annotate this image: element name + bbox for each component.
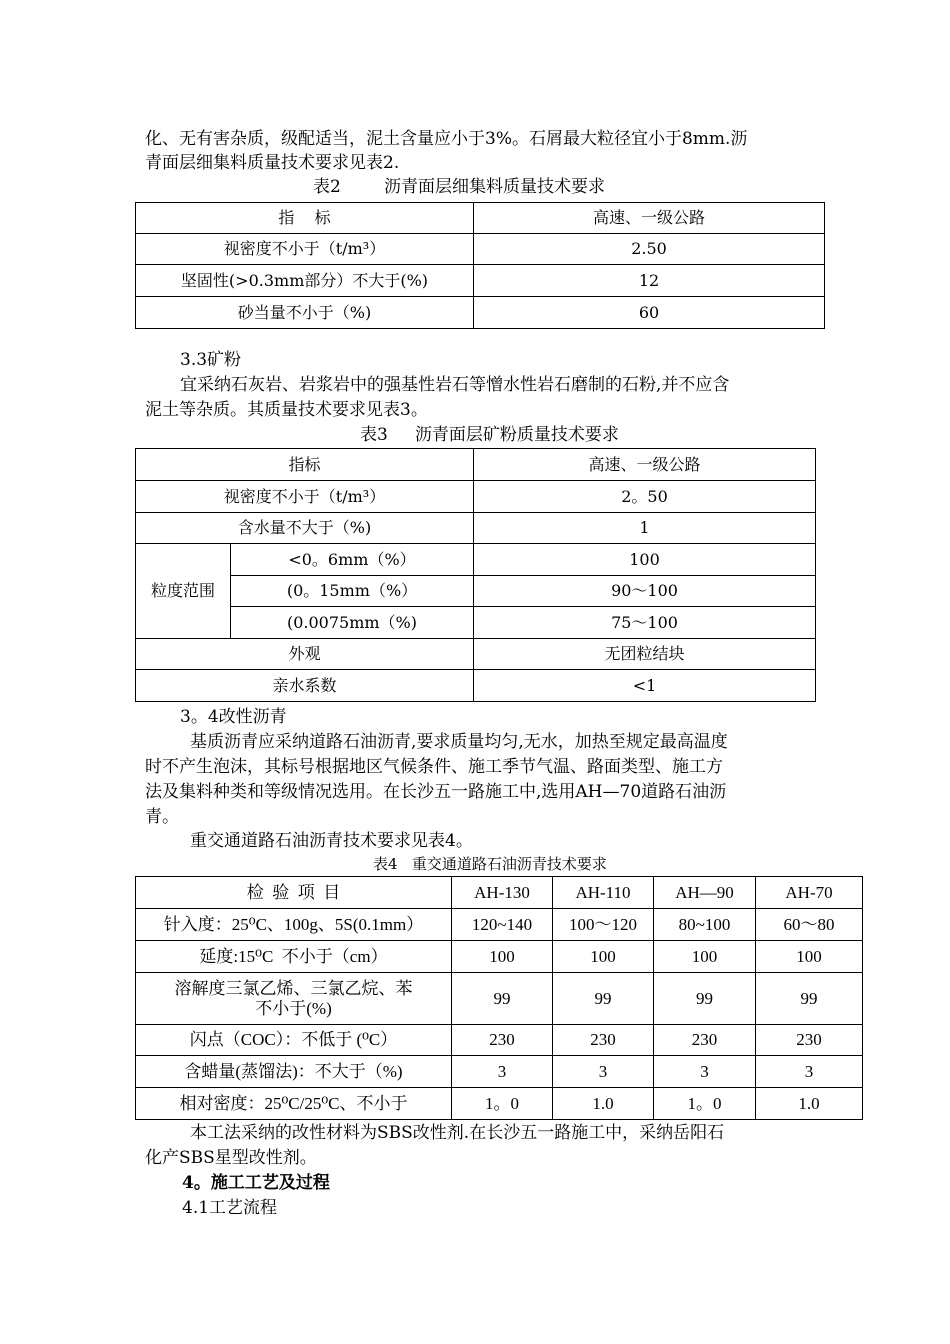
table2-cell: 视密度不小于（t/m³） bbox=[136, 234, 474, 265]
table3-cell: 外观 bbox=[136, 639, 474, 670]
section34-line-4: 青。 bbox=[145, 807, 179, 827]
table4-row3-line-1: 溶解度三氯乙烯、三氯乙烷、苯 bbox=[174, 978, 413, 998]
section33-line-2: 泥土等杂质。其质量技术要求见表3。 bbox=[145, 400, 428, 420]
table4 bbox=[135, 876, 863, 1120]
table-row bbox=[136, 234, 825, 265]
table4-cell: 100 bbox=[553, 941, 654, 973]
table4-cell: 延度:15⁰C 不小于（cm） bbox=[136, 941, 452, 973]
table3-cell: 含水量不大于（%) bbox=[136, 513, 474, 544]
table4-header-row bbox=[136, 877, 863, 909]
table4-cell: 120~140 bbox=[452, 909, 553, 941]
section33-line-1: 宜采纳石灰岩、岩浆岩中的强基性岩石等憎水性岩石磨制的石粉,并不应含 bbox=[180, 375, 730, 395]
table4-cell: 100 bbox=[452, 941, 553, 973]
table3-header-cell: 高速、一级公路 bbox=[474, 449, 816, 481]
table4-cell: 230 bbox=[756, 1025, 863, 1056]
table-row bbox=[136, 670, 816, 702]
table4-cell: 1。0 bbox=[654, 1088, 756, 1120]
table-row bbox=[136, 941, 863, 973]
table2-cell: 坚固性(>0.3mm部分）不大于(%) bbox=[136, 265, 474, 297]
table4-cell: 针入度：25⁰C、100g、5S(0.1mm） bbox=[136, 909, 452, 941]
table4-caption: 表4 重交通道路石油沥青技术要求 bbox=[373, 855, 607, 873]
table4-cell: 相对密度：25⁰C/25⁰C、不小于 bbox=[136, 1088, 452, 1120]
table3-grain-label: 粒度范围 bbox=[136, 544, 231, 639]
table-row bbox=[136, 973, 863, 1025]
section4-heading: 4。施工工艺及过程 bbox=[182, 1173, 330, 1193]
table2-cell: 60 bbox=[474, 297, 825, 329]
table3-cell: 无团粒结块 bbox=[474, 639, 816, 670]
table3-caption: 表3 沥青面层矿粉质量技术要求 bbox=[360, 425, 619, 445]
table4-header-cell: AH-130 bbox=[452, 877, 553, 909]
table4-cell: 100～120 bbox=[553, 909, 654, 941]
table4-header-cell: AH—90 bbox=[654, 877, 756, 909]
table4-cell: 含蜡量(蒸馏法)：不大于（%) bbox=[136, 1056, 452, 1088]
table4-cell bbox=[136, 973, 452, 1025]
table3-cell: 1 bbox=[474, 513, 816, 544]
table4-cell: 闪点（COC）：不低于 (⁰C） bbox=[136, 1025, 452, 1056]
table2-cell: 砂当量不小于（%) bbox=[136, 297, 474, 329]
table4-header-cell: AH-110 bbox=[553, 877, 654, 909]
table2-caption: 表2 沥青面层细集料质量技术要求 bbox=[313, 177, 606, 197]
table-row bbox=[136, 265, 825, 297]
table-row bbox=[136, 544, 816, 576]
table2 bbox=[135, 202, 825, 329]
section34-line-2: 时不产生泡沫，其标号根据地区气候条件、施工季节气温、路面类型、施工方 bbox=[145, 757, 723, 777]
table4-cell: 3 bbox=[756, 1056, 863, 1088]
closing-line-2: 化产SBS星型改性剂。 bbox=[145, 1148, 317, 1168]
closing-line-1: 本工法采纳的改性材料为SBS改性剂.在长沙五一路施工中，采纳岳阳石 bbox=[190, 1123, 725, 1143]
table-row bbox=[136, 639, 816, 670]
table-row bbox=[136, 909, 863, 941]
table3-cell: 90～100 bbox=[474, 576, 816, 607]
table4-row3-line-2: 不小于(%) bbox=[255, 998, 332, 1018]
table3-cell: 100 bbox=[474, 544, 816, 576]
intro-line-1: 化、无有害杂质，级配适当，泥土含量应小于3%。石屑最大粒径宜小于8mm.沥 bbox=[145, 129, 748, 149]
table4-cell: 1.0 bbox=[553, 1088, 654, 1120]
table-row bbox=[136, 607, 816, 639]
table2-header-cell: 高速、一级公路 bbox=[474, 203, 825, 234]
table4-cell: 99 bbox=[756, 973, 863, 1025]
table3-cell: 2。50 bbox=[474, 481, 816, 513]
table3-header-cell: 指标 bbox=[136, 449, 474, 481]
table3-cell: 亲水系数 bbox=[136, 670, 474, 702]
table-row bbox=[136, 513, 816, 544]
intro-line-2: 青面层细集料质量技术要求见表2. bbox=[145, 153, 400, 173]
table-row bbox=[136, 481, 816, 513]
section41-heading: 4.1工艺流程 bbox=[182, 1198, 278, 1218]
table2-header-cell: 指 标 bbox=[136, 203, 474, 234]
table3-cell: (0.0075mm（%) bbox=[231, 607, 474, 639]
table3-cell: 75～100 bbox=[474, 607, 816, 639]
table-row bbox=[136, 1025, 863, 1056]
table4-cell: 80~100 bbox=[654, 909, 756, 941]
table4-cell: 99 bbox=[452, 973, 553, 1025]
table3-cell: (0。15mm（%） bbox=[231, 576, 474, 607]
table-row bbox=[136, 297, 825, 329]
table4-header-cell: AH-70 bbox=[756, 877, 863, 909]
table4-cell: 230 bbox=[452, 1025, 553, 1056]
section34-heading: 3。4改性沥青 bbox=[180, 707, 287, 727]
table4-cell: 3 bbox=[452, 1056, 553, 1088]
table-row bbox=[136, 576, 816, 607]
table4-cell: 230 bbox=[654, 1025, 756, 1056]
table2-header-row bbox=[136, 203, 825, 234]
table4-cell: 1。0 bbox=[452, 1088, 553, 1120]
table4-cell: 100 bbox=[654, 941, 756, 973]
table3-cell: <0。6mm（%） bbox=[231, 544, 474, 576]
table3 bbox=[135, 448, 816, 702]
table4-cell: 3 bbox=[553, 1056, 654, 1088]
table3-cell: 视密度不小于（t/m³） bbox=[136, 481, 474, 513]
table3-header-row bbox=[136, 449, 816, 481]
table4-cell: 3 bbox=[654, 1056, 756, 1088]
table4-cell: 100 bbox=[756, 941, 863, 973]
table4-cell: 99 bbox=[553, 973, 654, 1025]
table4-cell: 1.0 bbox=[756, 1088, 863, 1120]
table2-cell: 12 bbox=[474, 265, 825, 297]
table-row bbox=[136, 1088, 863, 1120]
section34-table-ref: 重交通道路石油沥青技术要求见表4。 bbox=[190, 831, 473, 851]
table3-cell: <1 bbox=[474, 670, 816, 702]
table4-cell: 60～80 bbox=[756, 909, 863, 941]
table-row bbox=[136, 1056, 863, 1088]
table4-cell: 99 bbox=[654, 973, 756, 1025]
section34-line-1: 基质沥青应采纳道路石油沥青,要求质量均匀,无水，加热至规定最高温度 bbox=[190, 732, 728, 752]
section33-heading: 3.3矿粉 bbox=[180, 350, 242, 370]
table4-header-cell: 检 验 项 目 bbox=[136, 877, 452, 909]
table4-cell: 230 bbox=[553, 1025, 654, 1056]
section34-line-3: 法及集料种类和等级情况选用。在长沙五一路施工中,选用AH—70道路石油沥 bbox=[145, 782, 727, 802]
table2-cell: 2.50 bbox=[474, 234, 825, 265]
